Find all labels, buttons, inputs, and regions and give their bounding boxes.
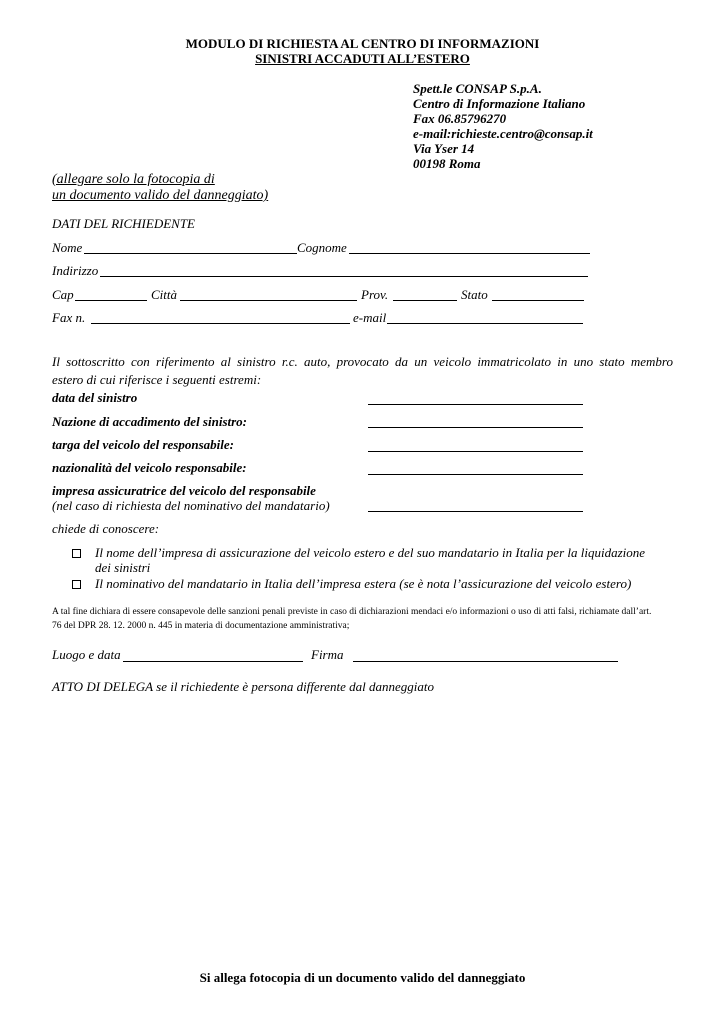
cognome-label: Cognome xyxy=(297,240,347,255)
recipient-line: Spett.le CONSAP S.p.A. xyxy=(413,81,542,96)
impresa-field[interactable] xyxy=(368,511,583,512)
indirizzo-label: Indirizzo xyxy=(52,263,99,278)
delega-text: ATTO DI DELEGA se il richiedente è persona differente dal danneggiato xyxy=(52,679,435,694)
firma-field[interactable] xyxy=(353,661,618,662)
option1-checkbox[interactable] xyxy=(72,549,81,558)
email-label: e-mail xyxy=(353,310,387,325)
stato-label: Stato xyxy=(461,287,488,302)
targa-field[interactable] xyxy=(368,451,583,452)
option1-text: dei sinistri xyxy=(95,560,151,575)
fax-field[interactable] xyxy=(91,323,350,324)
impresa-label: impresa assicuratrice del veicolo del responsabile xyxy=(52,483,316,498)
data-sinistro-label: data del sinistro xyxy=(52,390,138,405)
legal-text: A tal fine dichiara di essere consapevole delle sanzioni penali previste in caso di dichiarazioni mendaci e/o informazioni o uso di atti falsi, richiamate dall’art. xyxy=(52,607,652,617)
luogo-data-label: Luogo e data xyxy=(52,647,121,662)
legal-text: 76 del DPR 28. 12. 2000 n. 445 in materia di documentazione amministrativa; xyxy=(52,621,350,631)
nome-label: Nome xyxy=(52,240,83,255)
targa-label: targa del veicolo del responsabile: xyxy=(52,437,234,452)
stato-field[interactable] xyxy=(492,300,584,301)
nome-field[interactable] xyxy=(84,253,297,254)
citta-label: Città xyxy=(151,287,178,302)
recipient-city: 00198 Roma xyxy=(413,156,481,171)
option2-checkbox[interactable] xyxy=(72,580,81,589)
citta-field[interactable] xyxy=(180,300,357,301)
nazionalita-field[interactable] xyxy=(368,474,583,475)
data-sinistro-field[interactable] xyxy=(368,404,583,405)
form-title: MODULO DI RICHIESTA AL CENTRO DI INFORMAZIONI xyxy=(185,36,540,51)
email-field[interactable] xyxy=(387,323,583,324)
attach-note: un documento valido del danneggiato) xyxy=(52,188,269,203)
fax-label: Fax n. xyxy=(52,310,86,325)
luogo-data-field[interactable] xyxy=(123,661,303,662)
nazionalita-label: nazionalità del veicolo responsabile: xyxy=(52,460,247,475)
footer-note: Si allega fotocopia di un documento valido del danneggiato xyxy=(199,970,526,985)
attach-note: (allegare solo la fotocopia di xyxy=(52,172,215,187)
option2-text: Il nominativo del mandatario in Italia dell’impresa estera (se è nota l’assicurazione del veicolo estero) xyxy=(95,576,632,591)
applicant-heading: DATI DEL RICHIEDENTE xyxy=(52,216,195,231)
firma-label: Firma xyxy=(311,647,344,662)
cognome-field[interactable] xyxy=(349,253,590,254)
declaration-text: Il sottoscritto con riferimento al sinistro r.c. auto, provocato da un veicolo immatricolato in uno stato membro xyxy=(52,354,673,369)
cap-label: Cap xyxy=(52,287,74,302)
form-subtitle: SINISTRI ACCADUTI ALL’ESTERO xyxy=(255,51,470,66)
declaration-text: estero di cui riferisce i seguenti estremi: xyxy=(52,372,262,387)
prov-label: Prov. xyxy=(361,287,389,302)
prov-field[interactable] xyxy=(393,300,457,301)
recipient-street: Via Yser 14 xyxy=(413,141,475,156)
indirizzo-field[interactable] xyxy=(100,276,588,277)
impresa-note: (nel caso di richiesta del nominativo del mandatario) xyxy=(52,498,330,513)
recipient-fax: Fax 06.85796270 xyxy=(413,111,507,126)
recipient-line: Centro di Informazione Italiano xyxy=(413,96,586,111)
nazione-label: Nazione di accadimento del sinistro: xyxy=(52,414,247,429)
cap-field[interactable] xyxy=(75,300,147,301)
option1-text: Il nome dell’impresa di assicurazione del veicolo estero e del suo mandatario in Italia per la liquidazione xyxy=(95,545,646,560)
nazione-field[interactable] xyxy=(368,427,583,428)
request-label: chiede di conoscere: xyxy=(52,521,160,536)
recipient-email: e-mail:richieste.centro@consap.it xyxy=(413,126,593,141)
